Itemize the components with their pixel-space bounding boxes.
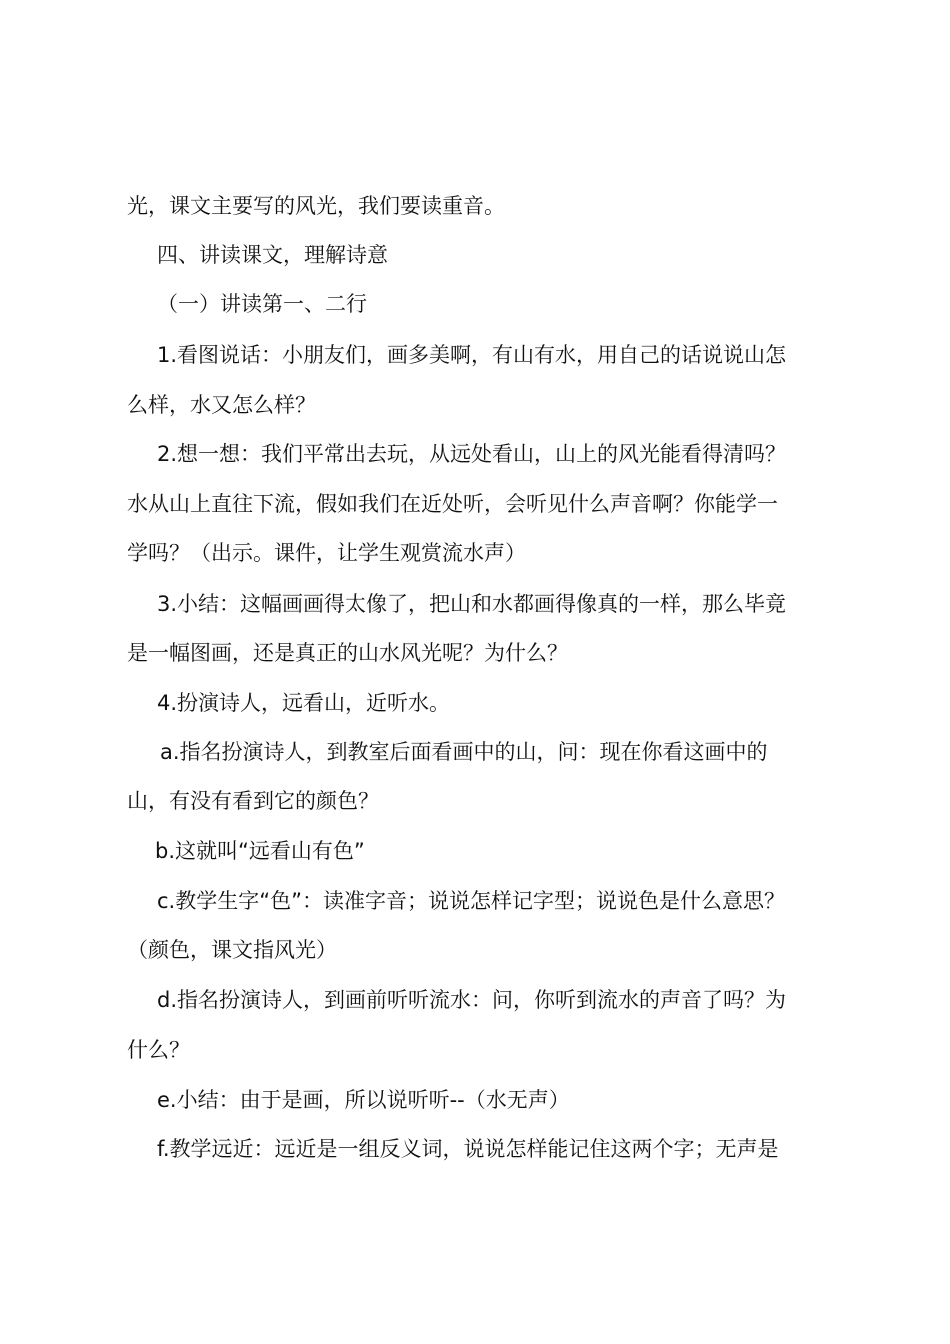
text-line-6: 2.想一想：我们平常出去玩，从远处看山，山上的风光能看得清吗？ (157, 442, 787, 466)
text-line-13: 山，有没有看到它的颜色？ (127, 789, 379, 813)
text-line-18: 什么？ (127, 1038, 190, 1062)
text-line-5: 么样，水又怎么样？ (127, 393, 316, 417)
subsection-heading: （一）讲读第一、二行 (157, 292, 367, 316)
text-line-1: 光，课文主要写的风光，我们要读重音。 (127, 194, 505, 218)
text-line-19: e.小结：由于是画，所以说听听--（水无声） (157, 1088, 570, 1112)
text-line-4: 1.看图说话：小朋友们，画多美啊，有山有水，用自己的话说说山怎 (157, 343, 787, 367)
text-line-14: b.这就叫“远看山有色” (155, 839, 365, 863)
text-line-11: 4.扮演诗人，远看山，近听水。 (157, 691, 451, 715)
text-line-7: 水从山上直往下流，假如我们在近处听，会听见什么声音啊？你能学一 (127, 492, 778, 516)
section-heading: 四、讲读课文，理解诗意 (157, 243, 388, 267)
text-line-16: （颜色，课文指风光） (127, 938, 337, 962)
text-line-8: 学吗？（出示。课件，让学生观赏流水声） (127, 541, 526, 565)
text-line-10: 是一幅图画，还是真正的山水风光呢？为什么？ (127, 641, 568, 665)
text-line-9: 3.小结：这幅画画得太像了，把山和水都画得像真的一样，那么毕竟 (157, 592, 787, 616)
text-line-17: d.指名扮演诗人，到画前听听流水：问，你听到流水的声音了吗？为 (157, 988, 787, 1012)
text-line-12: a.指名扮演诗人，到教室后面看画中的山，问：现在你看这画中的 (160, 740, 768, 764)
text-line-20: f.教学远近：远近是一组反义词，说说怎样能记住这两个字；无声是 (157, 1137, 779, 1161)
text-line-15: c.教学生字“色”：读准字音；说说怎样记字型；说说色是什么意思？ (157, 889, 785, 913)
